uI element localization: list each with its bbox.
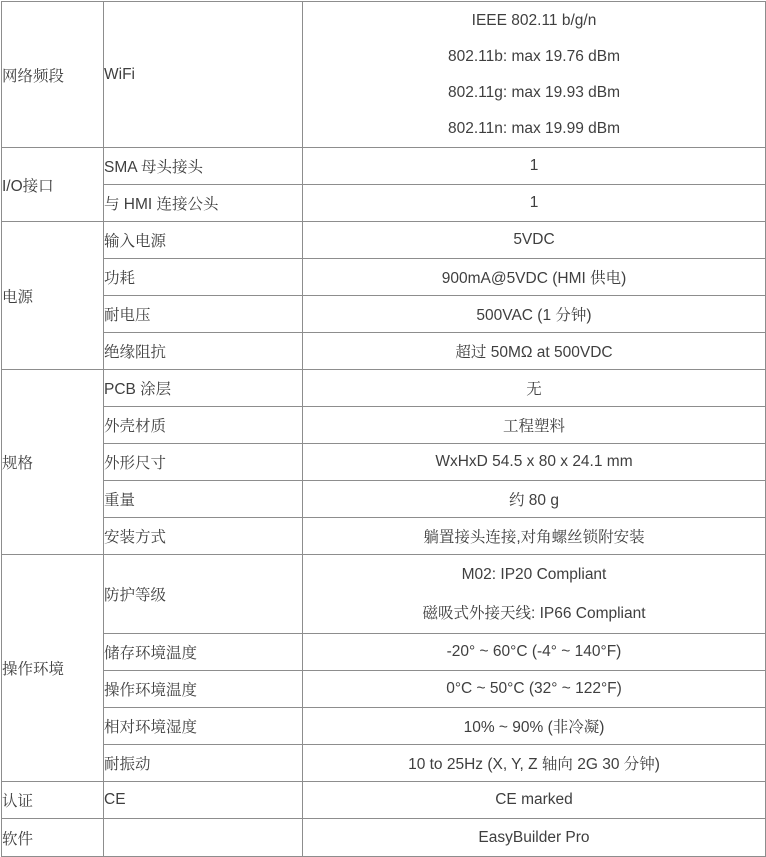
spec-item-cell: 相对环境湿度 [104,708,303,745]
table-row [2,222,766,259]
spec-item-cell: 重量 [104,481,303,518]
category-cell-io: I/O接口 [2,148,104,222]
spec-value-cell: 1 [303,148,766,185]
spec-item-cell: WiFi [104,2,303,148]
spec-value-cell: 500VAC (1 分钟) [303,296,766,333]
table-row [2,819,766,857]
spec-value-line: 802.11n: max 19.99 dBm [447,119,621,137]
spec-value-line: 磁吸式外接天线: IP66 Compliant [422,605,646,622]
table-row [2,407,766,444]
spec-sheet-page [0,1,766,851]
spec-item-cell: 耐电压 [104,296,303,333]
table-row [2,185,766,222]
spec-value-cell: 0°C ~ 50°C (32° ~ 122°F) [303,671,766,708]
spec-value-cell: EasyBuilder Pro [303,819,766,857]
spec-value-cell: 工程塑料 [303,407,766,444]
spec-item-cell: 外形尺寸 [104,444,303,481]
spec-value-line: 802.11g: max 19.93 dBm [447,83,621,101]
spec-value-line: 802.11b: max 19.76 dBm [447,47,621,65]
table-row [2,481,766,518]
spec-item-cell: SMA 母头接头 [104,148,303,185]
table-row [2,518,766,555]
spec-value-cell: 5VDC [303,222,766,259]
table-row [2,708,766,745]
spec-value-cell: 超过 50MΩ at 500VDC [303,333,766,370]
category-cell-specification: 规格 [2,370,104,555]
spec-value-cell: -20° ~ 60°C (-4° ~ 140°F) [303,634,766,671]
spec-value-line: M02: IP20 Compliant [461,566,607,583]
spec-value-cell: 无 [303,370,766,407]
table-row [2,634,766,671]
spec-item-cell: PCB 涂层 [104,370,303,407]
spec-item-cell: 外壳材质 [104,407,303,444]
spec-item-cell: 与 HMI 连接公头 [104,185,303,222]
spec-value-cell [303,555,766,634]
spec-value-cell: 10 to 25Hz (X, Y, Z 轴向 2G 30 分钟) [303,745,766,782]
spec-value-cell: 10% ~ 90% (非冷凝) [303,708,766,745]
spec-value-cell: 1 [303,185,766,222]
table-row [2,444,766,481]
category-cell-certification: 认证 [2,782,104,819]
table-row [2,333,766,370]
table-row [2,555,766,634]
spec-item-cell: 储存环境温度 [104,634,303,671]
table-row [2,259,766,296]
table-row [2,370,766,407]
table-row [2,148,766,185]
spec-item-cell: CE [104,782,303,819]
spec-item-cell: 功耗 [104,259,303,296]
spec-item-cell [104,819,303,857]
table-row [2,745,766,782]
table-row [2,296,766,333]
spec-value-cell: 900mA@5VDC (HMI 供电) [303,259,766,296]
spec-value-line: IEEE 802.11 b/g/n [471,11,597,29]
category-cell-operating-environment: 操作环境 [2,555,104,782]
spec-value-cell: CE marked [303,782,766,819]
spec-item-cell: 安装方式 [104,518,303,555]
spec-item-cell: 操作环境温度 [104,671,303,708]
category-cell-software: 软件 [2,819,104,857]
spec-item-cell: 防护等级 [104,555,303,634]
spec-table [1,1,766,857]
category-cell-power: 电源 [2,222,104,370]
spec-item-cell: 耐振动 [104,745,303,782]
spec-value-cell: 约 80 g [303,481,766,518]
table-row [2,782,766,819]
spec-value-cell [303,2,766,148]
spec-value-cell: WxHxD 54.5 x 80 x 24.1 mm [303,444,766,481]
spec-item-cell: 输入电源 [104,222,303,259]
category-cell-network-band: 网络频段 [2,2,104,148]
spec-value-cell: 躺置接头连接,对角螺丝锁附安装 [303,518,766,555]
table-row [2,671,766,708]
table-row [2,2,766,148]
spec-item-cell: 绝缘阻抗 [104,333,303,370]
